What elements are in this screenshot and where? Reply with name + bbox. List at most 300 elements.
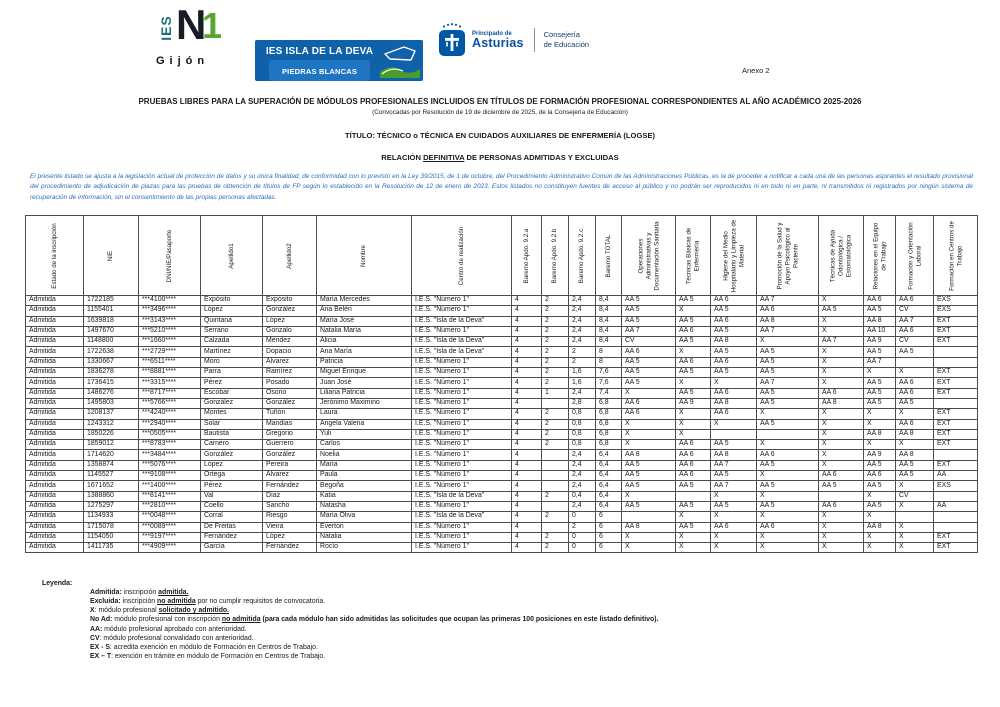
table-cell: 7,6: [596, 368, 622, 378]
table-cell: AA 6: [711, 409, 757, 419]
table-cell: Admitida: [26, 326, 84, 336]
table-cell: X: [622, 419, 676, 429]
column-header-label: Estado de la inscripción: [50, 222, 58, 289]
table-row: [26, 429, 978, 439]
table-cell: Admitida: [26, 501, 84, 511]
logo-divider: [534, 28, 535, 52]
table-cell: EXS: [934, 296, 978, 306]
table-cell: X: [896, 522, 934, 532]
table-cell: 0: [569, 532, 596, 542]
table-cell: AA 8: [622, 450, 676, 460]
table-cell: AA 8: [864, 429, 896, 439]
table-cell: ***0505****: [139, 429, 201, 439]
table-cell: AA 8: [711, 337, 757, 347]
table-cell: EXS: [934, 481, 978, 491]
column-header-label: Higiene del Medio Hospitalario y Limpieza de Material: [721, 219, 745, 292]
legend: [42, 579, 658, 661]
table-cell: Katia: [317, 491, 412, 501]
legend-item-segment: AA:: [90, 625, 103, 633]
table-cell: Pérez: [201, 481, 263, 491]
table-cell: AA 5: [676, 522, 711, 532]
table-cell: X: [819, 460, 864, 470]
table-cell: AA 6: [864, 471, 896, 481]
table-cell: X: [819, 378, 864, 388]
table-cell: 1411735: [84, 543, 139, 553]
table-row: [26, 326, 978, 336]
table-cell: 2: [542, 491, 569, 501]
relation-title-suffix: DE PERSONAS ADMITIDAS Y EXCLUIDAS: [464, 153, 619, 162]
table-cell: I.E.S. "Número 1": [412, 522, 512, 532]
table-cell: ***8141****: [139, 491, 201, 501]
table-row: [26, 409, 978, 419]
table-cell: Admitida: [26, 512, 84, 522]
table-cell: María José: [317, 316, 412, 326]
legend-item: [90, 606, 658, 615]
table-row: [26, 481, 978, 491]
column-header-label: Formación en Centros de Trabajo: [947, 220, 963, 291]
table-cell: I.E.S. "Isla de la Deva": [412, 347, 512, 357]
table-cell: AA 7: [757, 296, 819, 306]
table-cell: 1639818: [84, 316, 139, 326]
column-header-label: Técnicas Básicas de Enfermería: [685, 227, 700, 284]
table-cell: AA 6: [676, 460, 711, 470]
column-header: [26, 216, 84, 296]
column-header-label: Técnicas de Ayuda Odontológica / Estomatológica: [829, 229, 852, 282]
table-cell: Admitida: [26, 440, 84, 450]
legend-item: [90, 615, 658, 624]
table-cell: X: [757, 543, 819, 553]
table-cell: X: [676, 347, 711, 357]
table-cell: AA 5: [676, 501, 711, 511]
table-cell: González: [263, 306, 317, 316]
column-header: [542, 216, 569, 296]
table-cell: X: [676, 429, 711, 439]
column-header-label: Baremo Apdo. 9.2.c: [578, 228, 586, 283]
table-cell: [542, 450, 569, 460]
table-cell: I.E.S. "Número 1": [412, 378, 512, 388]
table-cell: X: [864, 409, 896, 419]
table-cell: 2: [542, 326, 569, 336]
table-cell: 4: [512, 440, 542, 450]
table-cell: Admitida: [26, 471, 84, 481]
table-cell: EXS: [934, 306, 978, 316]
table-cell: AA 6: [676, 357, 711, 367]
table-cell: X: [757, 532, 819, 542]
table-cell: AA 5: [622, 296, 676, 306]
table-cell: Admitida: [26, 388, 84, 398]
table-cell: 6: [596, 532, 622, 542]
table-cell: 2: [542, 512, 569, 522]
table-cell: 8,4: [596, 306, 622, 316]
results-table-wrap: [25, 215, 978, 553]
table-cell: AA 5: [676, 296, 711, 306]
table-cell: AA 5: [864, 347, 896, 357]
legend-item-segment: módulo profesional aprobado con anterioridad.: [102, 625, 247, 633]
table-cell: AA 6: [676, 326, 711, 336]
legend-item: [90, 652, 658, 661]
table-cell: X: [676, 306, 711, 316]
column-header: [864, 216, 896, 296]
table-row: [26, 306, 978, 316]
table-cell: Méndez: [263, 337, 317, 347]
table-cell: AA 5: [711, 306, 757, 316]
table-cell: X: [622, 532, 676, 542]
table-cell: [934, 357, 978, 367]
ies-n-letter: N: [176, 1, 207, 48]
table-cell: 1330667: [84, 357, 139, 367]
table-cell: Jerónimo Maximino: [317, 398, 412, 408]
table-cell: AA 5: [896, 471, 934, 481]
table-cell: [542, 460, 569, 470]
legend-item-segment: no admitida: [157, 598, 196, 606]
consejeria-line2: de Educación: [543, 40, 590, 49]
table-cell: [676, 491, 711, 501]
table-cell: 1722185: [84, 296, 139, 306]
column-header-label: Baremo Apdo. 9.2.b: [551, 228, 559, 283]
table-cell: AA 7: [896, 316, 934, 326]
table-cell: AA 8: [896, 429, 934, 439]
table-cell: 4: [512, 512, 542, 522]
table-cell: I.E.S. "Isla de la Deva": [412, 337, 512, 347]
table-cell: ***2810****: [139, 501, 201, 511]
table-cell: AA: [934, 501, 978, 511]
column-header-label: Relaciones en el Equipo de Trabajo: [871, 222, 887, 289]
table-cell: 4: [512, 481, 542, 491]
table-cell: Ana María: [317, 347, 412, 357]
table-cell: 2,4: [569, 460, 596, 470]
table-cell: María Mercedes: [317, 296, 412, 306]
table-cell: 6,4: [596, 450, 622, 460]
column-header-label: DNI/NIE/Pasaporte: [165, 229, 173, 282]
table-cell: X: [676, 532, 711, 542]
table-cell: AA 6: [896, 388, 934, 398]
table-cell: 8,4: [596, 316, 622, 326]
table-cell: Admitida: [26, 429, 84, 439]
table-cell: 4: [512, 491, 542, 501]
table-cell: AA 8: [864, 316, 896, 326]
table-cell: 8,4: [596, 326, 622, 336]
table-cell: Gonzalo: [263, 326, 317, 336]
table-cell: 6,8: [596, 419, 622, 429]
table-cell: 1388860: [84, 491, 139, 501]
table-cell: 2: [542, 429, 569, 439]
asturias-wordmark: [472, 31, 524, 50]
table-cell: AA 5: [622, 378, 676, 388]
table-cell: ***9197****: [139, 532, 201, 542]
table-cell: Fernández: [263, 543, 317, 553]
table-cell: X: [676, 419, 711, 429]
column-header-label: Centro de realización: [457, 226, 465, 285]
table-cell: Rocío: [317, 543, 412, 553]
legend-item-segment: No Ad:: [90, 616, 113, 624]
table-cell: I.E.S. "Número 1": [412, 306, 512, 316]
table-cell: X: [757, 440, 819, 450]
table-cell: Admitida: [26, 398, 84, 408]
table-cell: Admitida: [26, 543, 84, 553]
table-cell: 2: [542, 532, 569, 542]
legend-item-segment: inscripción: [120, 598, 158, 606]
table-cell: X: [819, 522, 864, 532]
table-cell: AA: [934, 471, 978, 481]
table-cell: 6,4: [596, 491, 622, 501]
table-cell: 2: [542, 337, 569, 347]
table-cell: Solar: [201, 419, 263, 429]
table-cell: 4: [512, 471, 542, 481]
table-cell: X: [819, 543, 864, 553]
table-cell: 2,4: [569, 326, 596, 336]
table-cell: X: [864, 368, 896, 378]
legend-item-segment: módulo profesional con inscripción: [112, 616, 222, 624]
table-row: [26, 491, 978, 501]
table-cell: X: [819, 296, 864, 306]
table-cell: Expósito: [263, 296, 317, 306]
table-cell: 4: [512, 460, 542, 470]
table-cell: I.E.S. "Número 1": [412, 326, 512, 336]
table-cell: AA 5: [711, 440, 757, 450]
table-cell: 0,8: [569, 440, 596, 450]
table-cell: AA 8: [896, 450, 934, 460]
table-cell: 1715078: [84, 522, 139, 532]
table-cell: 6,4: [596, 460, 622, 470]
table-cell: I.E.S. "Número 1": [412, 481, 512, 491]
table-cell: AA 6: [711, 316, 757, 326]
table-cell: 4: [512, 429, 542, 439]
table-cell: ***4909****: [139, 543, 201, 553]
table-cell: ***5076****: [139, 460, 201, 470]
table-cell: 1358874: [84, 460, 139, 470]
table-cell: AA 6: [819, 388, 864, 398]
table-cell: AA 5: [711, 501, 757, 511]
ies-numero1-gijon-logo: [156, 1, 236, 76]
table-cell: AA 5: [622, 368, 676, 378]
table-cell: Ortega: [201, 471, 263, 481]
legend-item-segment: : módulo profesional: [94, 607, 159, 615]
table-cell: AA 6: [711, 522, 757, 532]
legend-item-segment: EX – T: [90, 652, 112, 660]
table-cell: X: [757, 409, 819, 419]
column-header: [622, 216, 676, 296]
table-cell: AA 5: [864, 481, 896, 491]
column-header-label: Apellido1: [227, 242, 235, 269]
privacy-notice: El presente listado se ajusta a la legislación actual de protección de datos y su única finalidad, de conformidad con lo previsto en la Ley 39/2015, de 1 de octubre, del Procedimiento Administrativo Común de las Administraciones Públicas, es la de proceder a notificar a cada una de las personas aspirantes el resultado provisional del procedimiento de adjudicación de plazas para las pruebas de obtención de títulos de FP según lo establecido en la Resolución de 12 de enero de 2023. Estos listados no constituyen fuentes de acceso al público y no podrán ser reproducidos ni en todo ni en parte, ni transmitidos ni registrados por ningún sistema de recuperación de información, sin el consentimiento de las propias personas afectadas.: [30, 173, 973, 201]
table-cell: X: [896, 409, 934, 419]
table-cell: X: [819, 357, 864, 367]
table-cell: González: [263, 450, 317, 460]
table-cell: X: [896, 543, 934, 553]
table-cell: I.E.S. "Número 1": [412, 429, 512, 439]
table-cell: EXT: [934, 409, 978, 419]
column-header: [569, 216, 596, 296]
table-cell: ***8881****: [139, 368, 201, 378]
table-cell: Noelia: [317, 450, 412, 460]
table-cell: AA 5: [864, 501, 896, 511]
table-cell: AA 9: [864, 450, 896, 460]
legend-item-segment: solicitado y admitido.: [158, 607, 230, 615]
table-cell: Laura: [317, 409, 412, 419]
table-cell: Osorio: [263, 388, 317, 398]
table-cell: X: [819, 419, 864, 429]
table-cell: 8,4: [596, 296, 622, 306]
table-cell: AA 5: [757, 368, 819, 378]
table-cell: EXT: [934, 378, 978, 388]
table-cell: Natalia: [317, 532, 412, 542]
results-table-body: [26, 296, 978, 553]
table-cell: Pereira: [263, 460, 317, 470]
table-cell: AA 6: [757, 450, 819, 460]
table-cell: Admitida: [26, 357, 84, 367]
table-cell: Guerrero: [263, 440, 317, 450]
table-cell: I.E.S. "Número 1": [412, 501, 512, 511]
table-row: [26, 368, 978, 378]
table-cell: 0,4: [569, 491, 596, 501]
table-cell: Admitida: [26, 378, 84, 388]
table-cell: Álvarez: [263, 357, 317, 367]
table-cell: 4: [512, 306, 542, 316]
table-cell: 4: [512, 316, 542, 326]
table-cell: 2,4: [569, 306, 596, 316]
table-cell: X: [622, 388, 676, 398]
table-cell: Admitida: [26, 532, 84, 542]
legend-item: [90, 588, 658, 597]
table-cell: AA 5: [622, 306, 676, 316]
table-cell: X: [711, 532, 757, 542]
table-cell: X: [896, 368, 934, 378]
table-cell: Fernández: [201, 532, 263, 542]
table-cell: AA 5: [864, 398, 896, 408]
table-cell: X: [864, 543, 896, 553]
table-cell: Carlos: [317, 440, 412, 450]
table-cell: EXT: [934, 543, 978, 553]
table-cell: 6,4: [596, 471, 622, 481]
table-row: [26, 501, 978, 511]
table-cell: X: [819, 347, 864, 357]
table-cell: X: [819, 429, 864, 439]
table-row: [26, 543, 978, 553]
table-cell: Everton: [317, 522, 412, 532]
table-cell: 2: [542, 409, 569, 419]
table-cell: AA 8: [864, 522, 896, 532]
table-cell: 2: [569, 357, 596, 367]
table-cell: Admitida: [26, 368, 84, 378]
asturias-cross-icon: [437, 22, 467, 58]
table-cell: AA 9: [864, 337, 896, 347]
table-cell: 2: [569, 522, 596, 532]
degree-title: TÍTULO: TÉCNICO o TÉCNICA EN CUIDADOS AUXILIARES DE ENFERMERÍA (LOGSE): [344, 131, 656, 140]
table-cell: I.E.S. "Número 1": [412, 398, 512, 408]
table-cell: 2,4: [569, 316, 596, 326]
table-cell: Coello: [201, 501, 263, 511]
table-cell: Montes: [201, 409, 263, 419]
relation-title: [0, 153, 1000, 162]
table-row: [26, 440, 978, 450]
ies-vertical-wordmark: IES: [158, 15, 174, 41]
legend-item-segment: : exención en trámite en módulo de Formación en Centros de Trabajo.: [111, 652, 326, 660]
table-cell: 7,4: [596, 388, 622, 398]
table-cell: Paula: [317, 471, 412, 481]
table-cell: AA 6: [896, 326, 934, 336]
table-cell: X: [622, 429, 676, 439]
table-cell: X: [757, 491, 819, 501]
table-cell: AA 8: [757, 316, 819, 326]
table-cell: [896, 512, 934, 522]
table-cell: 8: [596, 347, 622, 357]
table-cell: X: [622, 440, 676, 450]
table-cell: 1208137: [84, 409, 139, 419]
table-cell: X: [622, 543, 676, 553]
table-cell: X: [676, 378, 711, 388]
table-cell: Martínez: [201, 347, 263, 357]
table-cell: Dopacio: [263, 347, 317, 357]
table-cell: AA 5: [757, 347, 819, 357]
table-cell: Ana Belén: [317, 306, 412, 316]
table-cell: 2: [542, 357, 569, 367]
table-cell: [934, 522, 978, 532]
column-header: [412, 216, 512, 296]
table-row: [26, 316, 978, 326]
table-cell: AA 6: [711, 357, 757, 367]
table-cell: 2: [542, 347, 569, 357]
table-cell: Natalia María: [317, 326, 412, 336]
column-header-label: Apellido2: [285, 242, 293, 269]
table-cell: Val: [201, 491, 263, 501]
table-cell: AA 5: [757, 388, 819, 398]
table-row: [26, 378, 978, 388]
table-cell: Mandias: [263, 419, 317, 429]
table-cell: Expósito: [201, 296, 263, 306]
table-cell: 1722638: [84, 347, 139, 357]
table-cell: AA 5: [676, 337, 711, 347]
table-cell: X: [711, 491, 757, 501]
table-cell: Gregorio: [263, 429, 317, 439]
table-cell: 2,4: [569, 501, 596, 511]
table-cell: 1859012: [84, 440, 139, 450]
table-cell: 0,8: [569, 409, 596, 419]
table-cell: AA 5: [896, 347, 934, 357]
table-cell: I.E.S. "Número 1": [412, 357, 512, 367]
table-cell: 1154050: [84, 532, 139, 542]
table-cell: ***0089****: [139, 522, 201, 532]
table-cell: Admitida: [26, 522, 84, 532]
table-cell: 2,4: [569, 337, 596, 347]
table-cell: AA 5: [757, 460, 819, 470]
legend-item: [90, 643, 658, 652]
table-cell: AA 5: [757, 481, 819, 491]
table-cell: Díaz: [263, 491, 317, 501]
legend-item: [90, 625, 658, 634]
table-cell: AA 6: [896, 296, 934, 306]
table-cell: Ángela Valeria: [317, 419, 412, 429]
column-header: [512, 216, 542, 296]
table-cell: AA 5: [622, 357, 676, 367]
table-cell: CV: [622, 337, 676, 347]
table-cell: EXT: [934, 440, 978, 450]
column-header: [201, 216, 263, 296]
table-cell: CV: [896, 306, 934, 316]
table-cell: 8,4: [596, 337, 622, 347]
table-cell: ***8783****: [139, 440, 201, 450]
column-header: [934, 216, 978, 296]
table-cell: [542, 501, 569, 511]
table-cell: ***3315****: [139, 378, 201, 388]
table-cell: X: [819, 512, 864, 522]
table-cell: [542, 522, 569, 532]
table-cell: 4: [512, 337, 542, 347]
asturias-wordmark-big: Asturias: [472, 35, 524, 50]
table-cell: Escobar: [201, 388, 263, 398]
table-cell: X: [711, 419, 757, 429]
table-cell: AA 5: [676, 388, 711, 398]
table-cell: AA 5: [896, 398, 934, 408]
